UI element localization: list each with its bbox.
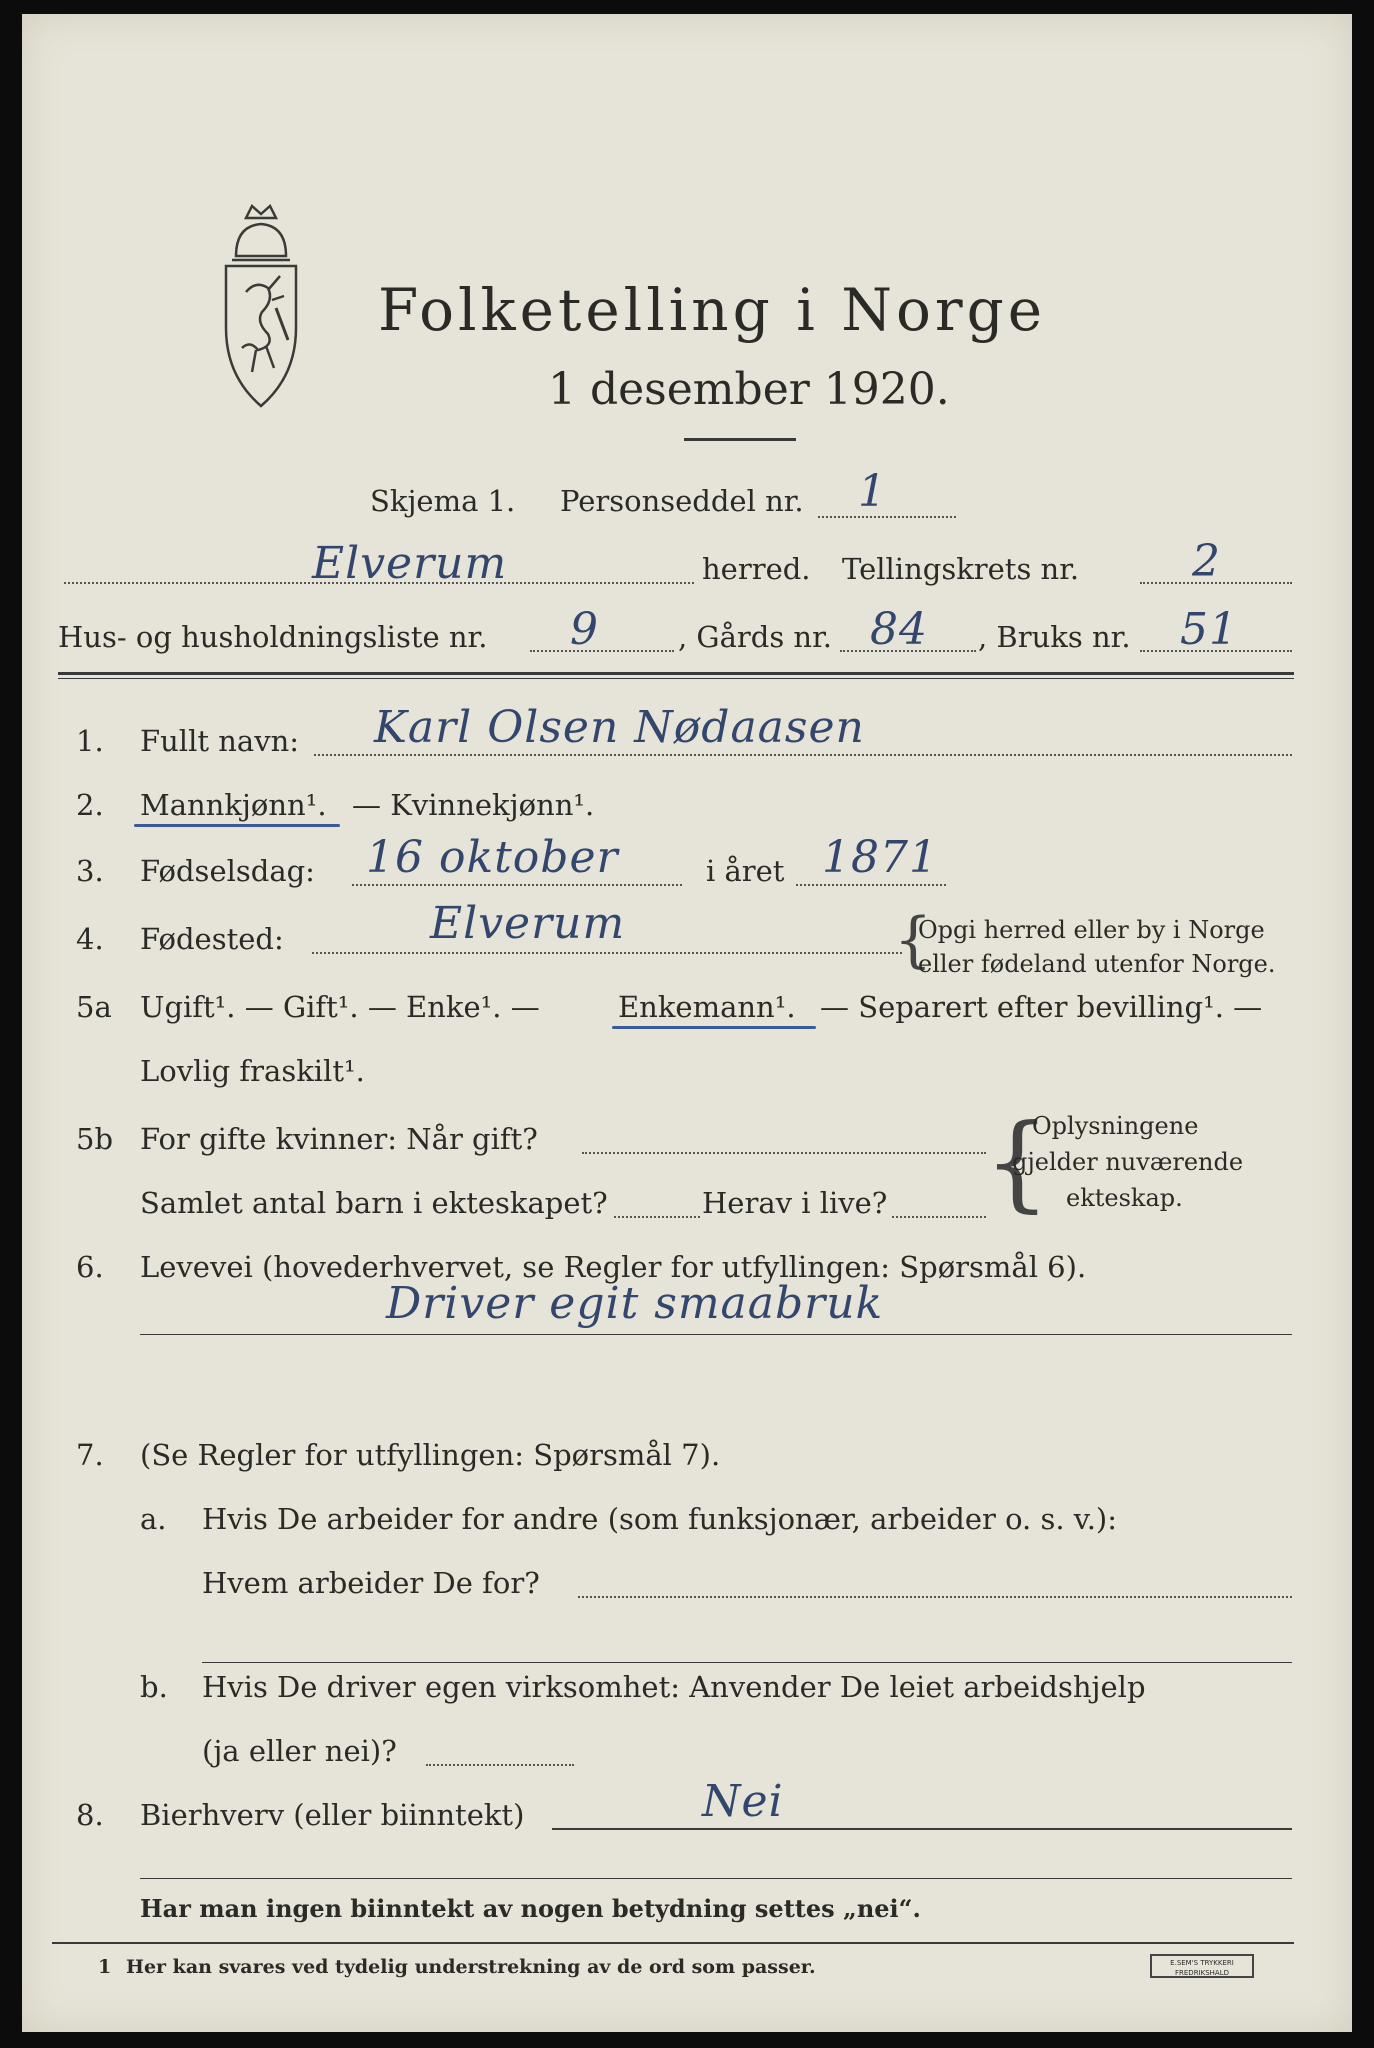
header-rule-top [58,672,1294,675]
q2-male-option: Mannkjønn¹. [140,788,327,822]
q3-birthday-value: 16 oktober [366,832,619,883]
hus-value: 9 [570,604,599,655]
q5b-note-line3: ekteskap. [1066,1184,1183,1212]
q8-label: Bierhverv (eller biinntekt) [140,1798,525,1832]
q5b-dotted-line-2 [614,1216,700,1218]
q4-note-line2: eller fødeland utenfor Norge. [918,950,1276,978]
gards-value: 84 [870,604,928,655]
q6-number: 6. [76,1250,104,1284]
tellingskrets-label: Tellingskrets nr. [842,552,1080,586]
q5a-number: 5a [76,990,112,1024]
q2-male-underline [134,824,340,827]
q1-dotted-line [314,754,1292,756]
census-date: 1 desember 1920. [548,364,950,415]
q5a-marked-option: Enkemann¹. [618,990,796,1024]
q4-note-brace: { [894,905,933,975]
q3-year-label: i året [706,854,785,888]
q5a-option-divorced: Lovlig fraskilt¹. [140,1054,365,1088]
q7-number: 7. [76,1438,104,1472]
q8-secondary-income-value: Nei [702,1776,784,1827]
q5a-marked-underline [612,1026,816,1029]
form-title: Folketelling i Norge [378,276,1047,344]
q1-number: 1. [76,724,104,758]
census-form-page [22,14,1352,2032]
q3-year-value: 1871 [822,832,938,883]
q5b-note-line2: gjelder nuværende [1012,1148,1244,1176]
bruks-value: 51 [1180,604,1238,655]
tellingskrets-value: 2 [1192,536,1221,587]
q7b-dotted-line [426,1764,574,1766]
gards-label: , Gårds nr. [678,620,832,654]
q7b-line1: Hvis De driver egen virksomhet: Anvender De leiet arbeidshjelp [202,1670,1146,1704]
q2-female-option: — Kvinnekjønn¹. [352,788,595,822]
q2-number: 2. [76,788,104,822]
header-rule-bottom [58,678,1294,679]
q5a-options-after: — Separert efter bevilling¹. — [820,990,1263,1024]
skjema-label: Skjema 1. [370,484,516,518]
bruks-label: , Bruks nr. [978,620,1131,654]
personseddel-label: Personseddel nr. [560,484,804,518]
q4-number: 4. [76,922,104,956]
q6-label: Levevei (hovederhvervet, se Regler for utfyllingen: Spørsmål 6). [140,1250,1087,1284]
q4-note-line1: Opgi herred eller by i Norge [918,916,1265,944]
hus-label: Hus- og husholdningsliste nr. [58,620,488,654]
herred-label: herred. [702,552,811,586]
q1-full-name-value: Karl Olsen Nødaasen [374,702,865,753]
footer-note: Har man ingen biinntekt av nogen betydning settes „nei“. [140,1894,921,1923]
personseddel-value: 1 [858,466,887,517]
q4-label: Fødested: [140,922,284,956]
q4-dotted-line [312,952,902,954]
q3-year-dotted-line [796,884,946,886]
q7b-letter: b. [140,1670,168,1704]
q8-number: 8. [76,1798,104,1832]
hus-dotted-line [530,650,674,652]
q4-birthplace-value: Elverum [430,898,626,949]
q7a-line1: Hvis De arbeider for andre (som funksjonær, arbeider o. s. v.): [202,1502,1118,1536]
personseddel-dotted-line [818,516,956,518]
q7a-letter: a. [140,1502,167,1536]
title-rule [684,438,796,441]
q5b-children-total: Samlet antal barn i ekteskapet? [140,1186,608,1220]
q5a-options-before: Ugift¹. — Gift¹. — Enke¹. — [140,990,540,1024]
q8-extra-line [140,1878,1292,1879]
q5b-dotted-line-1 [582,1152,986,1154]
footnote-mark: 1 [98,1956,112,1978]
printer-stamp: E.SEM'S TRYKKERI FREDRIKSHALD [1150,1954,1254,1978]
q5b-when-married: For gifte kvinner: Når gift? [140,1122,538,1156]
q5b-dotted-line-3 [892,1216,986,1218]
q5b-note-line1: Oplysningene [1032,1112,1199,1140]
norway-coat-of-arms-icon [212,200,310,418]
q3-label: Fødselsdag: [140,854,315,888]
footnote-text: Her kan svares ved tydelig understrekning av de ord som passer. [126,1956,816,1978]
q7-label: (Se Regler for utfyllingen: Spørsmål 7). [140,1438,721,1472]
q1-label: Fullt navn: [140,724,300,758]
q5b-number: 5b [76,1122,114,1156]
q7b-line2: (ja eller nei)? [202,1734,397,1768]
q7a-answer-line [202,1662,1292,1663]
q7a-line2: Hvem arbeider De for? [202,1566,540,1600]
q3-number: 3. [76,854,104,888]
q3-dotted-line [352,884,682,886]
q5b-children-alive: Herav i live? [702,1186,888,1220]
q6-answer-line [140,1334,1292,1335]
q5b-note-brace: { [984,1101,1051,1223]
q6-occupation-value: Driver egit smaabruk [386,1278,884,1329]
herred-value: Elverum [312,538,508,589]
q8-answer-line [552,1828,1292,1830]
footer-rule [52,1942,1294,1944]
q7a-dotted-line [578,1596,1292,1598]
